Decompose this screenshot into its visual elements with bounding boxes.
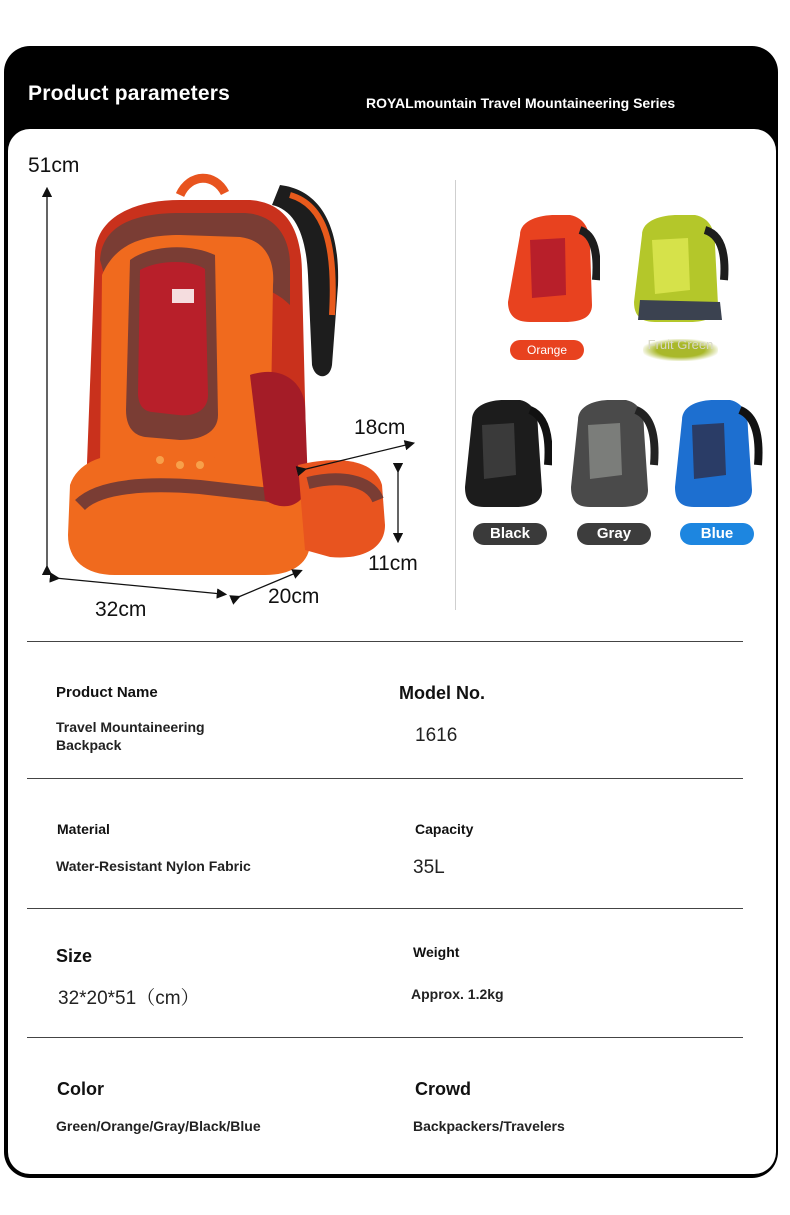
- size-value: 32*20*51（cm）: [58, 988, 200, 1009]
- dimension-pocket-depth: 18cm: [354, 416, 406, 439]
- swatch-gray-image: [568, 395, 668, 510]
- divider-2: [27, 778, 743, 779]
- swatch-fruit-green-image: [630, 210, 735, 328]
- color-label-fruit-green[interactable]: Fruit Green: [643, 339, 718, 361]
- divider-3: [27, 908, 743, 909]
- dimension-height: 51cm: [28, 154, 80, 177]
- model-value: 1616: [415, 725, 458, 746]
- dimension-width: 32cm: [95, 598, 147, 621]
- divider-1: [27, 641, 743, 642]
- crowd-value: Backpackers/Travelers: [413, 1118, 565, 1134]
- color-label: Color: [57, 1079, 104, 1099]
- swatch-black-image: [462, 395, 552, 510]
- model-label: Model No.: [399, 683, 485, 703]
- color-label-gray[interactable]: Gray: [577, 523, 651, 545]
- vertical-divider: [455, 180, 456, 610]
- weight-value: Approx. 1.2kg: [411, 986, 504, 1002]
- series-subtitle: ROYALmountain Travel Mountaineering Series: [366, 95, 676, 111]
- color-label-black[interactable]: Black: [473, 523, 547, 545]
- swatch-orange-image: [500, 210, 600, 328]
- dimension-pocket-height: 11cm: [368, 552, 418, 575]
- capacity-value: 35L: [413, 857, 445, 878]
- crowd-label: Crowd: [415, 1079, 471, 1099]
- swatch-blue-image: [672, 395, 774, 510]
- color-value: Green/Orange/Gray/Black/Blue: [56, 1118, 261, 1134]
- page-title: Product parameters: [28, 82, 231, 105]
- weight-label: Weight: [413, 944, 460, 960]
- material-label: Material: [57, 821, 110, 837]
- product-name-label: Product Name: [56, 684, 158, 701]
- divider-4: [27, 1037, 743, 1038]
- product-name-value: Travel Mountaineering Backpack: [56, 719, 205, 753]
- material-value: Water-Resistant Nylon Fabric: [56, 858, 251, 874]
- size-label: Size: [56, 946, 93, 966]
- color-label-orange[interactable]: Orange: [510, 340, 584, 360]
- capacity-label: Capacity: [415, 821, 474, 837]
- color-label-blue[interactable]: Blue: [680, 523, 754, 545]
- dimension-depth: 20cm: [268, 585, 320, 608]
